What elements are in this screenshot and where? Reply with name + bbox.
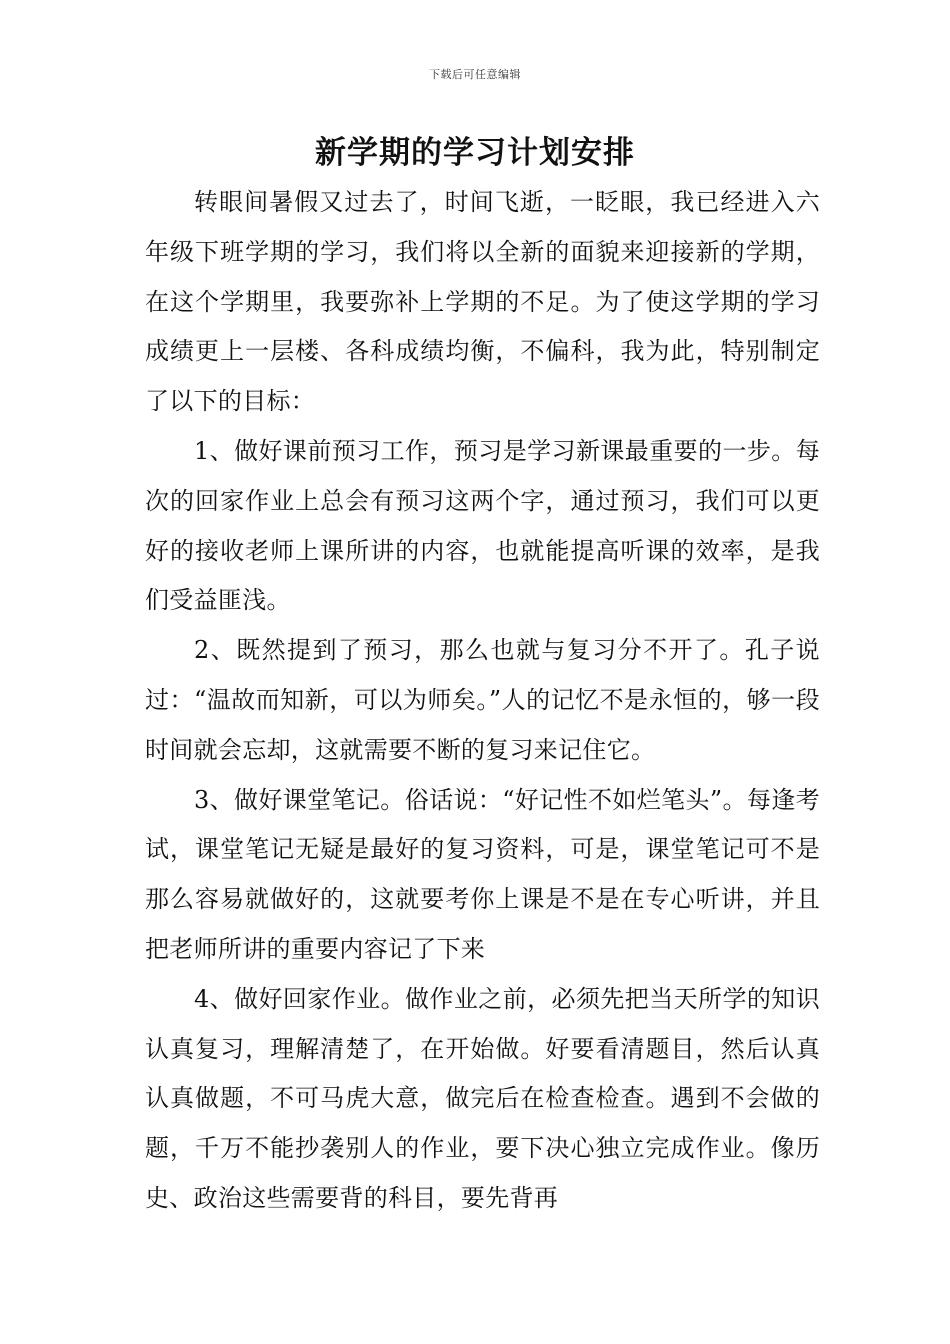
paragraph-item-4: 4、做好回家作业。做作业之前，必须先把当天所学的知识认真复习，理解清楚了，在开始做。好要看清题目，然后认真认真做题，不可马虎大意，做完后在检查检查。遇到不会做的题，千万不能抄袭别人的作业，要下决心独立完成作业。像历史、政治这些需要背的科目，要先背再 bbox=[145, 984, 820, 1212]
document-title: 新学期的学习计划安排 bbox=[315, 135, 635, 171]
header-note: 下载后可任意编辑 bbox=[429, 68, 521, 81]
document-body bbox=[145, 178, 820, 1224]
paragraph-item-1: 1、做好课前预习工作，预习是学习新课最重要的一步。每次的回家作业上总会有预习这两个字，通过预习，我们可以更好的接收老师上课所讲的内容，也就能提高听课的效率，是我们受益匪浅。 bbox=[145, 436, 820, 615]
paragraph-item-3: 3、做好课堂笔记。俗话说：“好记性不如烂笔头”。每逢考试，课堂笔记无疑是最好的复习资料，可是，课堂笔记可不是那么容易就做好的，这就要考你上课是不是在专心听讲，并且把老师所讲的重要内容记了下来 bbox=[145, 785, 820, 963]
paragraph-intro: 转眼间暑假又过去了，时间飞逝，一眨眼，我已经进入六年级下班学期的学习，我们将以全新的面貌来迎接新的学期，在这个学期里，我要弥补上学期的不足。为了使这学期的学习成绩更上一层楼、各科成绩均衡，不偏科，我为此，特别制定了以下的目标： bbox=[145, 188, 820, 416]
paragraph-item-2: 2、既然提到了预习，那么也就与复习分不开了。孔子说过：“温故而知新，可以为师矣。”人的记忆不是永恒的，够一段时间就会忘却，这就需要不断的复习来记住它。 bbox=[145, 636, 820, 764]
